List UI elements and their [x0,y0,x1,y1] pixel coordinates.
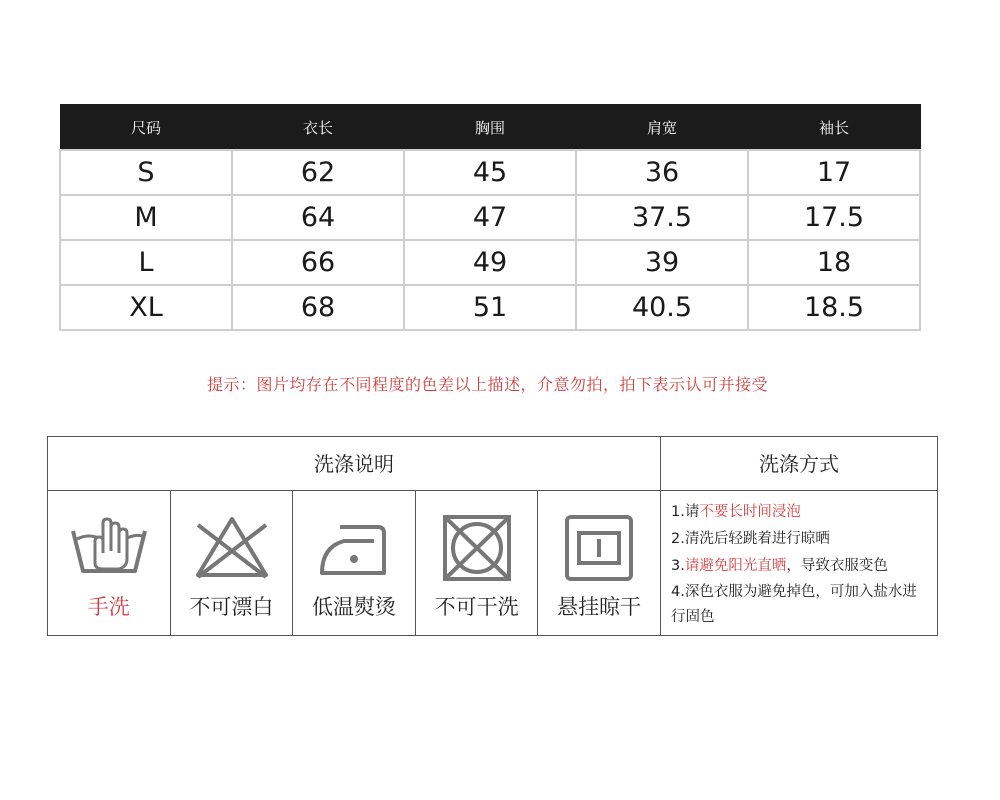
cell-length: 66 [232,240,404,285]
cell-size: XL [60,285,232,330]
cell-length: 64 [232,195,404,240]
care-label-no-bleach: 不可漂白 [189,595,274,619]
care-label-hand-wash: 手洗 [87,595,130,619]
no-dry-clean-icon [437,513,517,583]
care-label-hang-dry: 悬挂晾干 [557,595,642,619]
cell-size: S [60,150,232,195]
cell-length: 68 [232,285,404,330]
cell-bust: 47 [404,195,576,240]
header-sleeve: 袖长 [748,105,920,151]
cell-sleeve: 18 [748,240,920,285]
method-text: 1.请 [671,504,700,520]
header-length: 衣长 [232,105,404,151]
cell-sleeve: 18.5 [748,285,920,330]
care-symbol-no-bleach [171,491,294,636]
hand-wash-icon [69,513,149,583]
color-difference-notice: 提示：图片均存在不同程度的色差以上描述，介意勿拍，拍下表示认可并接受 [206,375,768,394]
care-symbol-hand-wash [48,491,171,636]
method-text: 4.深色衣服为避免掉色，可加入盐水进行固色 [671,584,917,625]
cell-shoulder: 39 [576,240,748,285]
low-iron-icon [314,513,394,583]
method-highlight: 请避免阳光直晒 [684,558,787,574]
hang-dry-icon [559,513,639,583]
method-suffix: ，导致衣服变色 [786,558,888,574]
method-highlight: 不要长时间浸泡 [699,504,801,520]
table-row [60,285,920,330]
size-chart-table [59,104,921,331]
care-symbols-row [48,491,661,636]
cell-sleeve: 17 [748,150,920,195]
list-item [671,553,931,580]
header-shoulder: 肩宽 [576,105,748,151]
care-methods-title: 洗涤方式 [661,437,937,491]
cell-bust: 45 [404,150,576,195]
care-symbols-title: 洗涤说明 [48,437,661,491]
cell-bust: 49 [404,240,576,285]
cell-sleeve: 17.5 [748,195,920,240]
method-text: 2.清洗后轻跳着进行晾晒 [671,531,830,547]
header-size: 尺码 [60,105,232,151]
cell-length: 62 [232,150,404,195]
list-item [671,499,931,526]
care-symbol-hang-dry [538,491,661,636]
care-methods-list [661,491,937,636]
header-bust: 胸围 [404,105,576,151]
cell-shoulder: 37.5 [576,195,748,240]
cell-bust: 51 [404,285,576,330]
care-label-low-iron: 低温熨烫 [311,595,396,619]
table-row [60,150,920,195]
no-bleach-icon [192,513,272,583]
care-symbol-low-iron [293,491,416,636]
table-row [60,240,920,285]
cell-size: M [60,195,232,240]
list-item [671,580,931,630]
list-item [671,526,931,553]
care-instructions-panel [47,436,938,636]
cell-shoulder: 40.5 [576,285,748,330]
cell-size: L [60,240,232,285]
care-symbol-no-dry-clean [416,491,539,636]
cell-shoulder: 36 [576,150,748,195]
method-text: 3. [671,558,685,574]
table-row [60,195,920,240]
size-chart-header-row [60,105,920,151]
care-label-no-dry-clean: 不可干洗 [434,595,519,619]
